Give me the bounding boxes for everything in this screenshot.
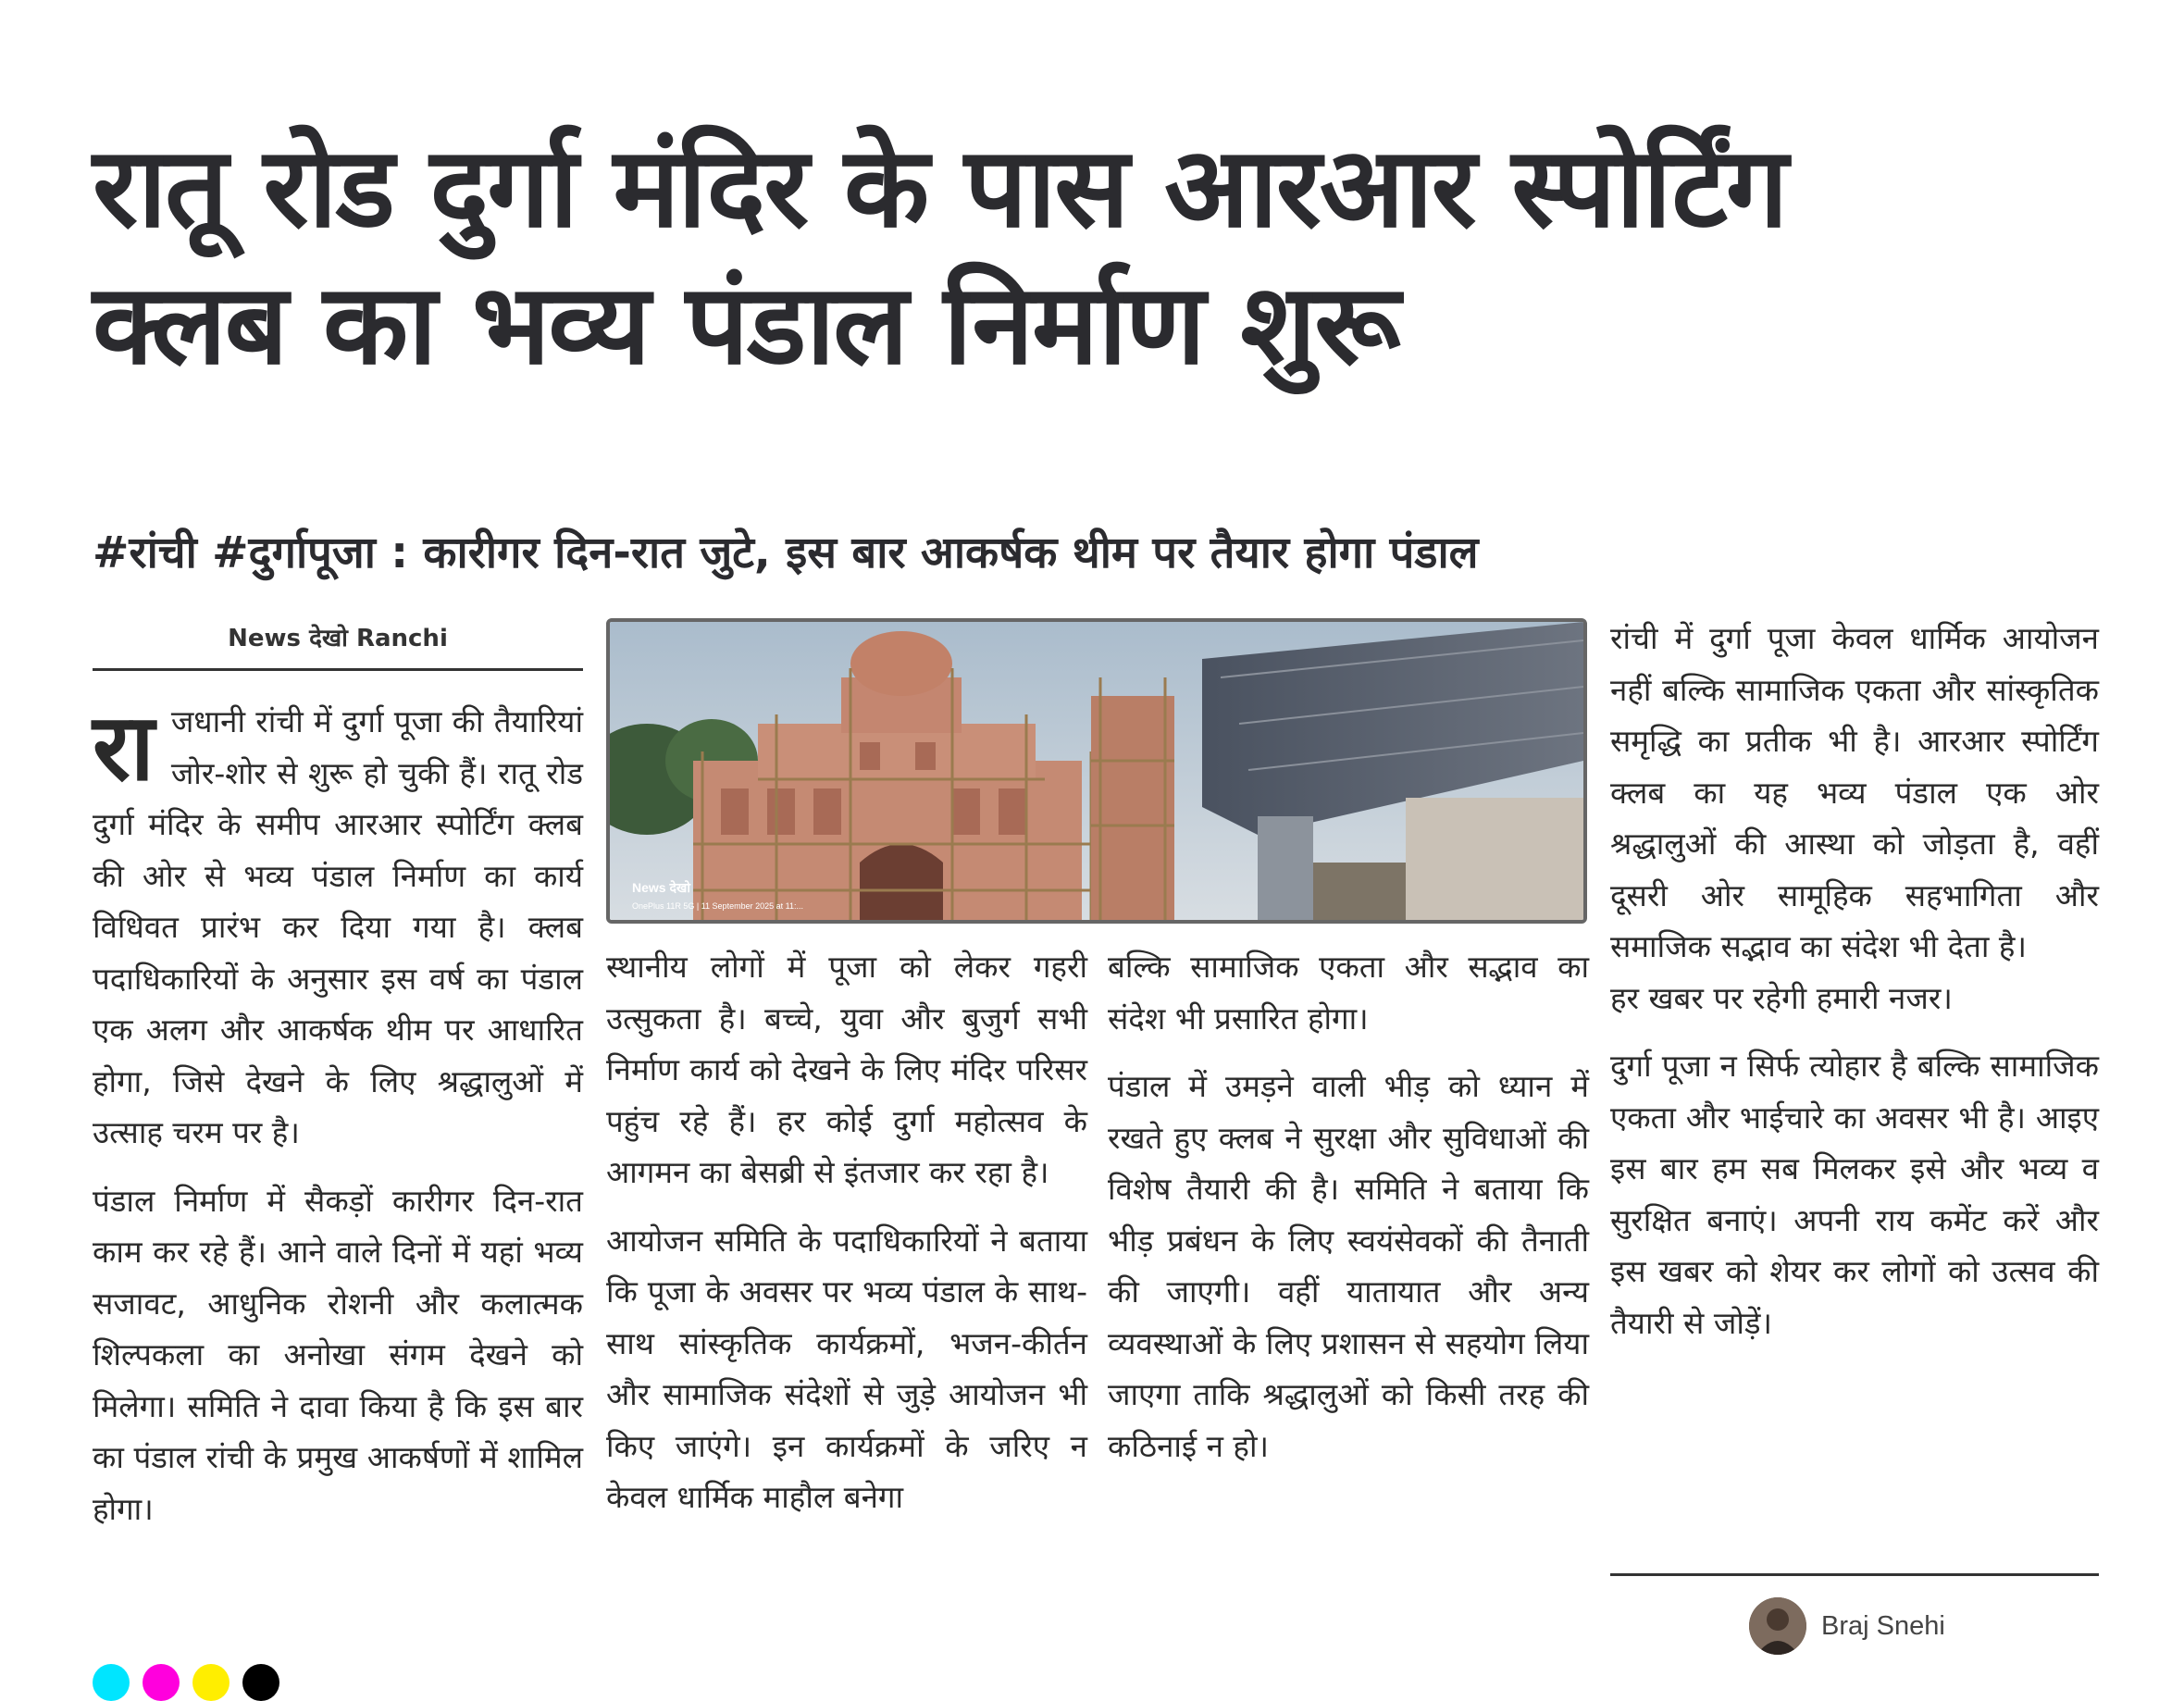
article-paragraph: पंडाल निर्माण में सैकड़ों कारीगर दिन-रात काम कर रहे हैं। आने वाले दिनों में यहां भव्य सजावट, आधुनिक रोशनी और कलात्मक शिल्पकला का अनोखा संगम देखने को मिलेगा। समिति ने दावा किया है कि इस बार का पंडाल रांची के प्रमुख आकर्षणों में शामिल होगा।: [93, 1182, 583, 1527]
headline-line-2: क्लब का भव्य पंडाल निर्माण शुरू: [93, 261, 1399, 390]
article-paragraph: दुर्गा पूजा न सिर्फ त्योहार है बल्कि सामाजिक एकता और भाईचारे का अवसर भी है। आइए इस बार हम सब मिलकर इसे और भव्य व सुरक्षित बनाएं। अपनी राय कमेंट करें और इस खबर को शेयर कर लोगों को उत्सव की तैयारी से जोड़ें।: [1610, 1048, 2099, 1341]
article-column-4: [1610, 613, 2099, 1365]
person-icon: [1749, 1597, 1806, 1655]
article-paragraph: रांची में दुर्गा पूजा केवल धार्मिक आयोजन नहीं बल्कि सामाजिक एकता और सांस्कृतिक समृद्धि का प्रतीक भी है। आरआर स्पोर्टिंग क्लब का यह भव्य पंडाल एक ओर श्रद्धालुओं की आस्था को जोड़ता है, वहीं दूसरी ओर सामूहिक सहभागिता और समाजिक सद्भाव का संदेश भी देता है।: [1610, 620, 2099, 964]
yellow-dot: [192, 1664, 230, 1701]
byline: News देखो Ranchi: [228, 625, 448, 652]
photo-watermark: News देखो: [632, 880, 690, 895]
article-paragraph: स्थानीय लोगों में पूजा को लेकर गहरी उत्सुकता है। बच्चे, युवा और बुजुर्ग सभी निर्माण कार्य को देखने के लिए मंदिर परिसर पहुंच रहे हैं। हर कोई दुर्गा महोत्सव के आगमन का बेसब्री से इंतजार कर रहा है।: [606, 949, 1087, 1190]
magenta-dot: [143, 1664, 180, 1701]
photo-caption: OnePlus 11R 5G | 11 September 2025 at 11:...: [632, 901, 803, 911]
article-column-3: [1108, 941, 1589, 1488]
drop-cap: रा: [93, 693, 155, 801]
article-column-1: [93, 693, 583, 1551]
article-column-2: [606, 941, 1087, 1540]
pandal-construction-image: [610, 622, 1583, 920]
author-rule: [1610, 1573, 2099, 1576]
article-paragraph: बल्कि सामाजिक एकता और सद्भाव का संदेश भी प्रसारित होगा।: [1108, 949, 1589, 1037]
article-paragraph: पंडाल में उमड़ने वाली भीड़ को ध्यान में रखते हुए क्लब ने सुरक्षा और सुविधाओं की विशेष तैयारी की है। समिति ने बताया कि भीड़ प्रबंधन के लिए स्वयंसेवकों की तैनाती की जाएगी। वहीं यातायात और अन्य व्यवस्थाओं के लिए प्रशासन से सहयोग लिया जाएगा ताकि श्रद्धालुओं को किसी तरह की कठिनाई न हो।: [1108, 1068, 1589, 1464]
article-paragraph: आयोजन समिति के पदाधिकारियों ने बताया कि पूजा के अवसर पर भव्य पंडाल के साथ-साथ सांस्कृतिक कार्यक्रमों, भजन-कीर्तन और सामाजिक संदेशों से जुड़े आयोजन भी किए जाएंगे। इन कार्यक्रमों के जरिए न केवल धार्मिक माहौल बनेगा: [606, 1222, 1087, 1515]
avatar: [1749, 1597, 1806, 1655]
headline-line-1: रातू रोड दुर्गा मंदिर के पास आरआर स्पोर्टिंग: [93, 124, 1787, 253]
author-name: Braj Snehi: [1821, 1610, 1945, 1641]
headline: [93, 120, 2128, 394]
pandal-photo: [606, 618, 1587, 924]
author-credit: [1749, 1594, 1999, 1658]
paragraph-text: जधानी रांची में दुर्गा पूजा की तैयारियां जोर-शोर से शुरू हो चुकी हैं। रातू रोड दुर्गा मंदिर के समीप आरआर स्पोर्टिंग क्लब की ओर से भव्य पंडाल निर्माण का कार्य विधिवत प्रारंभ कर दिया गया है। क्लब पदाधिकारियों के अनुसार इस वर्ष का पंडाल एक अलग और आकर्षक थीम पर आधारित होगा, जिसे देखने के लिए श्रद्धालुओं में उत्साह चरम पर है।: [93, 703, 583, 1150]
print-registration-marks: [93, 1664, 279, 1701]
byline-rule: [93, 668, 583, 671]
cyan-dot: [93, 1664, 130, 1701]
article-paragraph: हर खबर पर रहेगी हमारी नजर।: [1610, 979, 1953, 1016]
article-paragraph: [93, 693, 583, 1159]
subheadline: #रांची #दुर्गापूजा : कारीगर दिन-रात जुटे, इस बार आकर्षक थीम पर तैयार होगा पंडाल: [93, 528, 1479, 578]
black-dot: [242, 1664, 279, 1701]
